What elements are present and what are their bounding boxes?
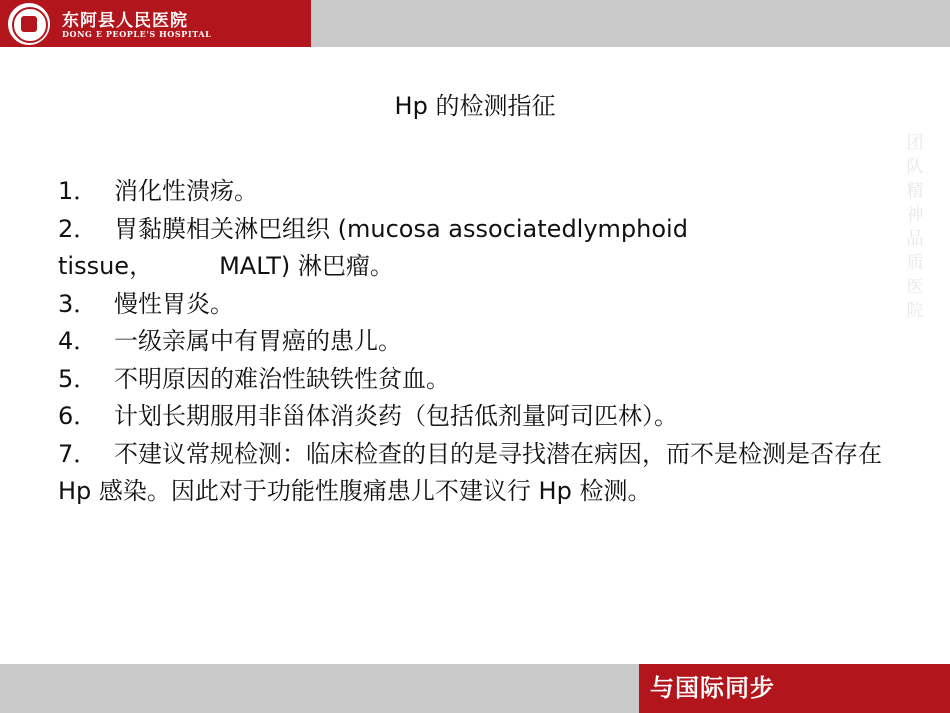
list-item: 5． 不明原因的难治性缺铁性贫血。 <box>58 364 450 393</box>
hospital-name-cn: 东阿县人民医院 <box>62 11 188 31</box>
list-item: 7． 不建议常规检测：临床检查的目的是寻找潜在病因，而不是检测是否存在 Hp 感染。因此对于功能性腹痛患儿不建议行 Hp 检测。 <box>58 439 882 505</box>
hospital-brand <box>0 0 311 47</box>
footer-slogan: 与国际同步 <box>639 664 950 713</box>
list-item: 4． 一级亲属中有胃癌的患儿。 <box>58 327 402 355</box>
slide-title: Hp 的检测指征 <box>394 92 556 120</box>
list-item: 6． 计划长期服用非甾体消炎药（包括低剂量阿司匹林）。 <box>58 402 678 430</box>
side-motto-watermark: 团队精神品质医院 <box>906 133 924 321</box>
indication-list <box>58 173 888 511</box>
list-item: 3． 慢性胃炎。 <box>58 289 234 318</box>
hospital-logo <box>8 3 50 45</box>
hospital-name-en: DONG E PEOPLE'S HOSPITAL <box>62 29 212 39</box>
list-item: 1． 消化性溃疡。 <box>58 177 258 205</box>
list-item-continuation: tissue， MALT) 淋巴瘤。 <box>58 252 394 280</box>
list-item: 2． 胃黏膜相关淋巴组织 (mucosa associatedlymphoid <box>58 214 688 243</box>
